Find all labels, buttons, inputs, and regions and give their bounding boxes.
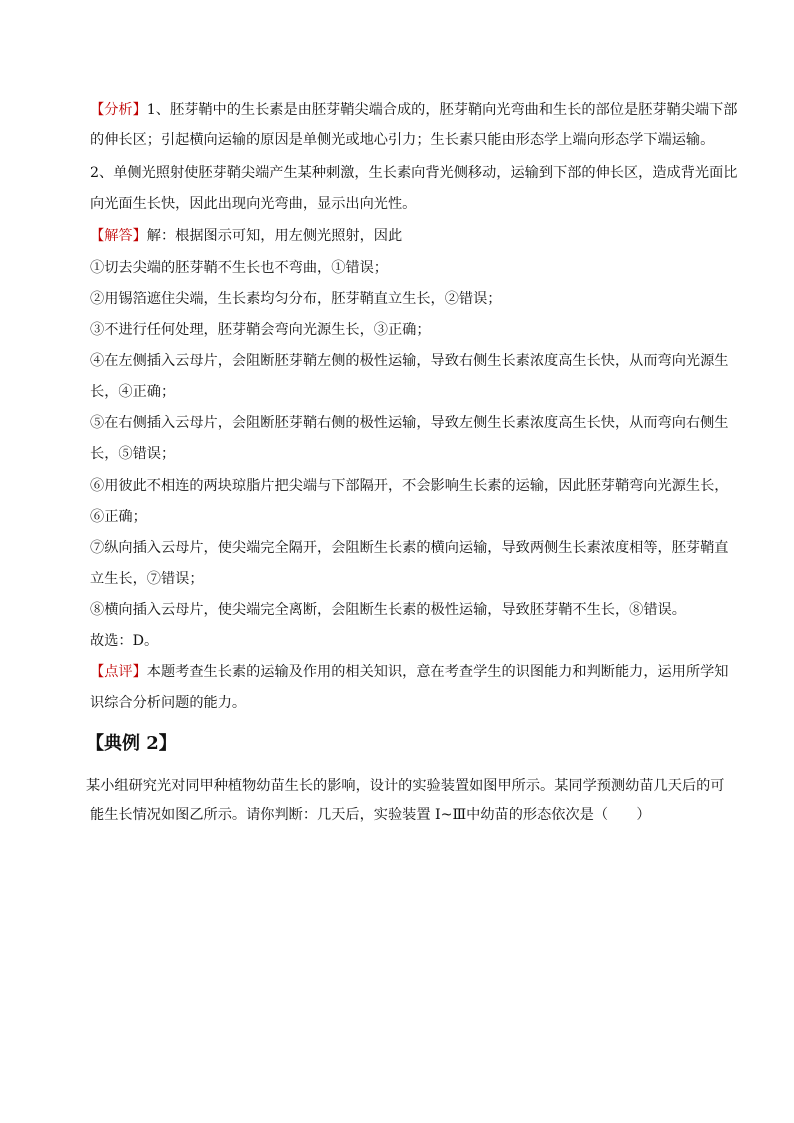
answer-item-2: ②用锡箔遮住尖端，生长素均匀分布，胚芽鞘直立生长，②错误；	[90, 291, 502, 307]
answer-tag: 【解答】	[90, 228, 147, 244]
comment-line-1	[90, 662, 730, 682]
analysis-line-3: 2、单侧光照射使胚芽鞘尖端产生某种刺激，生长素向背光侧移动，运输到下部的伸长区，造成背光面比	[90, 165, 738, 181]
answer-item-7-line-2: 立生长，⑦错误；	[90, 571, 204, 587]
analysis-line-2: 的伸长区；引起横向运输的原因是单侧光或地心引力；生长素只能由形态学上端向形态学下端运输。	[90, 132, 715, 148]
answer-item-4-line-2: 长，④正确；	[90, 384, 176, 400]
answer-item-3: ③不进行任何处理，胚芽鞘会弯向光源生长，③正确；	[90, 322, 431, 338]
answer-item-4-line-1: ④在左侧插入云母片，会阻断胚芽鞘左侧的极性运输，导致右侧生长素浓度高生长快，从而弯向光源生	[90, 353, 729, 369]
answer-item-6-line-1: ⑥用彼此不相连的两块琼脂片把尖端与下部隔开，不会影响生长素的运输，因此胚芽鞘弯向光源生长，	[90, 478, 729, 494]
answer-intro-line	[90, 226, 730, 246]
example-heading: 【典例 2】	[86, 733, 177, 754]
answer-conclusion: 故选：D。	[90, 633, 159, 649]
analysis-tag: 【分析】	[90, 102, 147, 118]
answer-intro: 解：根据图示可知，用左侧光照射，因此	[146, 228, 403, 244]
comment-text-1: 本题考查生长素的运输及作用的相关知识，意在考查学生的识图能力和判断能力，运用所学知	[146, 664, 729, 680]
analysis-text-1: 1、胚芽鞘中的生长素是由胚芽鞘尖端合成的，胚芽鞘向光弯曲和生长的部位是胚芽鞘尖端下部	[146, 102, 738, 118]
answer-item-6-line-2: ⑥正确；	[90, 509, 147, 525]
answer-item-7-line-1: ⑦纵向插入云母片，使尖端完全隔开，会阻断生长素的横向运输，导致两侧生长素浓度相等，胚芽鞘直	[90, 540, 729, 556]
answer-item-8: ⑧横向插入云母片，使尖端完全离断，会阻断生长素的极性运输，导致胚芽鞘不生长，⑧错误。	[90, 602, 686, 618]
comment-line-2: 识综合分析问题的能力。	[90, 695, 247, 711]
example-question-line-1: 某小组研究光对同甲种植物幼苗生长的影响，设计的实验装置如图甲所示。某同学预测幼苗几天后的可	[86, 778, 725, 794]
answer-item-5-line-1: ⑤在右侧插入云母片，会阻断胚芽鞘右侧的极性运输，导致左侧生长素浓度高生长快，从而弯向右侧生	[90, 415, 729, 431]
example-question-line-2: 能生长情况如图乙所示。请你判断：几天后，实验装置 I~Ⅲ中幼苗的形态依次是（ ）	[90, 807, 651, 823]
answer-item-5-line-2: 长，⑤错误；	[90, 446, 176, 462]
answer-item-1: ①切去尖端的胚芽鞘不生长也不弯曲，①错误；	[90, 260, 388, 276]
comment-tag: 【点评】	[90, 664, 147, 680]
analysis-line-1	[90, 100, 738, 120]
analysis-line-4: 向光面生长快，因此出现向光弯曲，显示出向光性。	[90, 196, 417, 212]
